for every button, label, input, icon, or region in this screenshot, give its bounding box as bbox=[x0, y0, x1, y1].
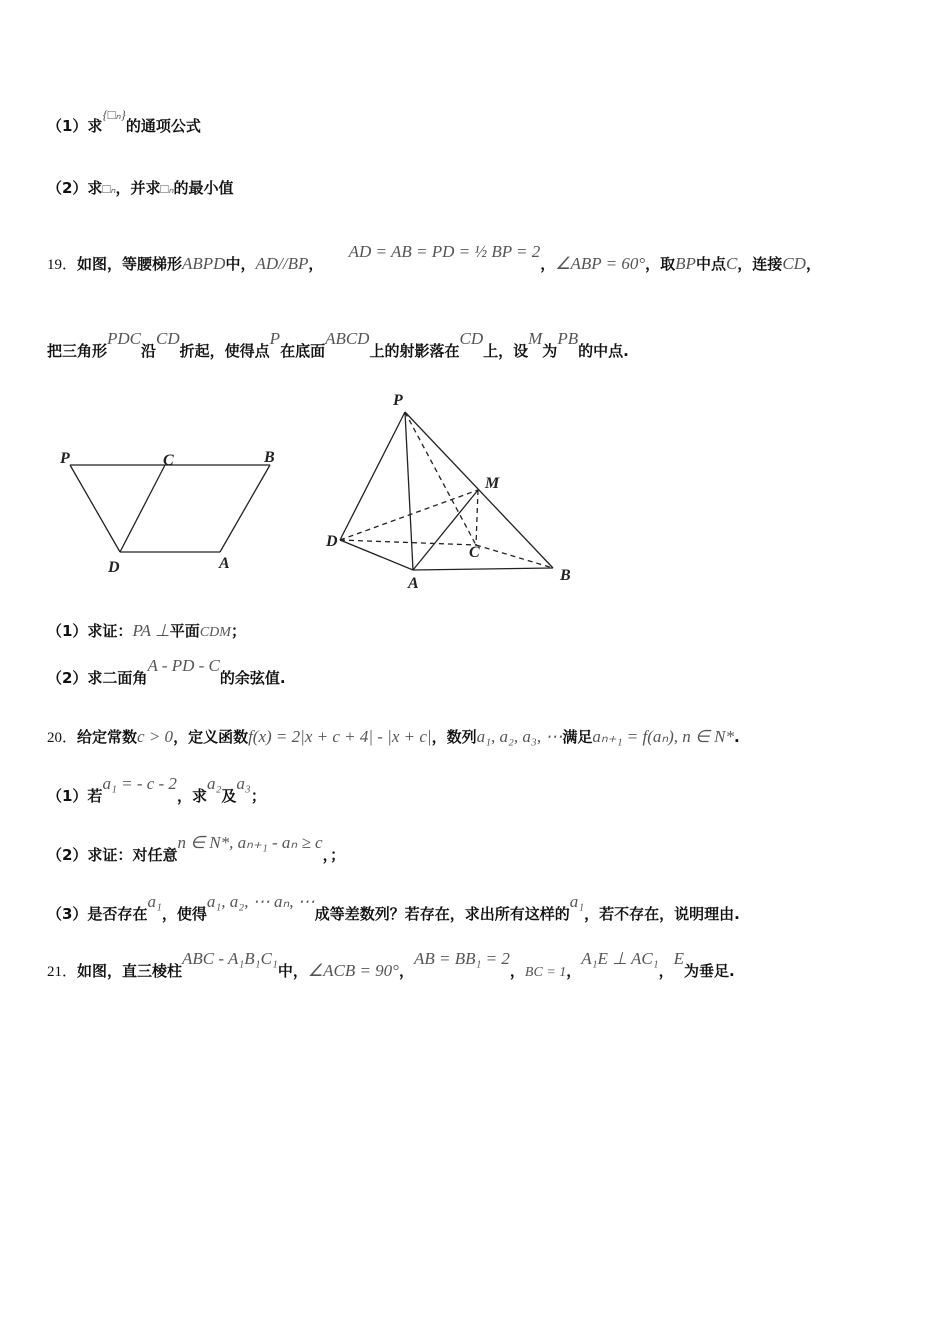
text: 上的射影落在 bbox=[369, 342, 460, 360]
math: ABCD bbox=[325, 329, 370, 348]
text: 的中点. bbox=[578, 342, 629, 360]
text: 为垂足. bbox=[684, 962, 735, 980]
math: a₁, a₂, a₃, ⋯ bbox=[476, 727, 563, 746]
label-D: D bbox=[326, 533, 338, 550]
trapezoid-figure bbox=[70, 465, 270, 552]
math: □ₙ bbox=[102, 181, 116, 196]
label-C: C bbox=[469, 544, 480, 561]
q20-part3 bbox=[47, 892, 740, 924]
text: 成等差数列？若存在，求出所有这样的 bbox=[314, 905, 570, 923]
text: . bbox=[733, 728, 740, 746]
text: 中点 bbox=[695, 255, 726, 273]
text: 如图，直三棱柱 bbox=[77, 962, 183, 980]
text: ，定义函数 bbox=[173, 728, 249, 746]
math: aₙ₊₁ = f(aₙ), n ∈ N* bbox=[592, 727, 734, 746]
math: a₁ bbox=[147, 892, 162, 911]
text: 平面 bbox=[169, 622, 200, 640]
q18-part1 bbox=[47, 107, 201, 136]
math: CD bbox=[459, 329, 484, 348]
text: 给定常数 bbox=[77, 728, 138, 746]
text: 把三角形 bbox=[47, 342, 108, 360]
label-A: A bbox=[408, 575, 419, 592]
math: a₂ bbox=[206, 774, 222, 793]
text: ， bbox=[308, 255, 324, 273]
label-D: D bbox=[108, 559, 120, 576]
question-number: 19． bbox=[47, 257, 78, 273]
text: 上，设 bbox=[483, 342, 529, 360]
text: ，求 bbox=[176, 787, 207, 805]
math: ∠ACB = 90° bbox=[307, 961, 399, 980]
text: ，； bbox=[322, 846, 346, 864]
q20-line1 bbox=[47, 726, 740, 747]
text: （3）是否存在 bbox=[47, 905, 148, 923]
text: 沿 bbox=[141, 342, 157, 360]
math: E bbox=[673, 949, 684, 968]
text: （1）求 bbox=[47, 117, 103, 135]
text: ，数列 bbox=[431, 728, 477, 746]
q19-part1 bbox=[47, 620, 246, 641]
math: PB bbox=[557, 329, 579, 348]
q19-figures bbox=[0, 380, 950, 600]
math: M bbox=[528, 329, 543, 348]
math: □ₙ bbox=[160, 181, 174, 196]
text: ， bbox=[540, 255, 556, 273]
q20-part2 bbox=[47, 833, 346, 865]
label-P: P bbox=[393, 392, 403, 409]
text: 中， bbox=[277, 962, 308, 980]
q20-part1 bbox=[47, 774, 266, 806]
math: AD = AB = PD = ½ BP = 2 bbox=[348, 242, 541, 261]
math: a₁ = - c - 2 bbox=[102, 774, 177, 793]
text: ； bbox=[250, 787, 266, 805]
label-A: A bbox=[219, 555, 230, 572]
text: 折起，使得点 bbox=[179, 342, 270, 360]
q19-line1 bbox=[47, 242, 821, 274]
text: ，取 bbox=[645, 255, 676, 273]
text: ，若不存在，说明理由. bbox=[584, 905, 740, 923]
text: ， bbox=[566, 962, 582, 980]
math: ABC - A₁B₁C₁ bbox=[182, 949, 278, 968]
q21-line1 bbox=[47, 949, 735, 981]
text: ， bbox=[805, 255, 821, 273]
math: c > 0 bbox=[137, 727, 174, 746]
math: a₁, a₂, ⋯ aₙ, ⋯ bbox=[206, 892, 315, 911]
text: ； bbox=[230, 622, 246, 640]
q18-part2 bbox=[47, 177, 234, 198]
math: CD bbox=[782, 254, 806, 273]
text: （2）求二面角 bbox=[47, 669, 148, 687]
text: ，使得 bbox=[161, 905, 207, 923]
math: a₁ bbox=[569, 892, 585, 911]
text: 在底面 bbox=[280, 342, 326, 360]
text: ，并求 bbox=[115, 179, 161, 197]
math: CD bbox=[156, 329, 180, 348]
q19-line2 bbox=[47, 329, 629, 361]
label-B: B bbox=[264, 449, 275, 466]
text: （2）求 bbox=[47, 179, 103, 197]
text: 满足 bbox=[562, 728, 593, 746]
math: A - PD - C bbox=[147, 656, 220, 675]
text: 的余弦值. bbox=[219, 669, 286, 687]
math: a₃ bbox=[236, 774, 251, 793]
math: A₁E ⊥ AC₁ bbox=[581, 949, 659, 968]
text: 为 bbox=[542, 342, 558, 360]
text: （1）若 bbox=[47, 787, 103, 805]
question-number: 20． bbox=[47, 730, 78, 746]
math: BC = 1 bbox=[524, 965, 567, 980]
text: ，连接 bbox=[737, 255, 783, 273]
math: {□ₙ} bbox=[102, 107, 126, 122]
math: P bbox=[269, 329, 281, 348]
text: （2）求证：对任意 bbox=[47, 846, 178, 864]
text: 的最小值 bbox=[173, 179, 234, 197]
question-number: 21． bbox=[47, 964, 78, 980]
text: 中， bbox=[225, 255, 256, 273]
math: AB = BB₁ = 2 bbox=[414, 949, 510, 968]
text: （1）求证： bbox=[47, 622, 133, 640]
label-B: B bbox=[560, 567, 571, 584]
math: PDC bbox=[107, 329, 142, 348]
text: 如图，等腰梯形 bbox=[77, 255, 183, 273]
label-M: M bbox=[485, 475, 500, 492]
text: 及 bbox=[221, 787, 237, 805]
math: PA ⊥ bbox=[132, 621, 170, 640]
pyramid-figure bbox=[340, 412, 553, 570]
text: ， bbox=[658, 962, 674, 980]
math: AD//BP bbox=[255, 254, 309, 273]
label-P: P bbox=[60, 450, 70, 467]
math: ABPD bbox=[182, 254, 226, 273]
math: ∠ABP = 60° bbox=[555, 254, 646, 273]
text: 的通项公式 bbox=[125, 117, 201, 135]
math: f(x) = 2|x + c + 4| - |x + c| bbox=[248, 727, 432, 746]
math: C bbox=[725, 254, 738, 273]
math: CDM bbox=[199, 625, 231, 640]
label-C: C bbox=[163, 452, 174, 469]
text: ， bbox=[398, 962, 414, 980]
text: ， bbox=[509, 962, 525, 980]
q19-part2 bbox=[47, 656, 286, 688]
math: BP bbox=[675, 254, 696, 273]
math: n ∈ N*, aₙ₊₁ - aₙ ≥ c bbox=[177, 833, 323, 852]
